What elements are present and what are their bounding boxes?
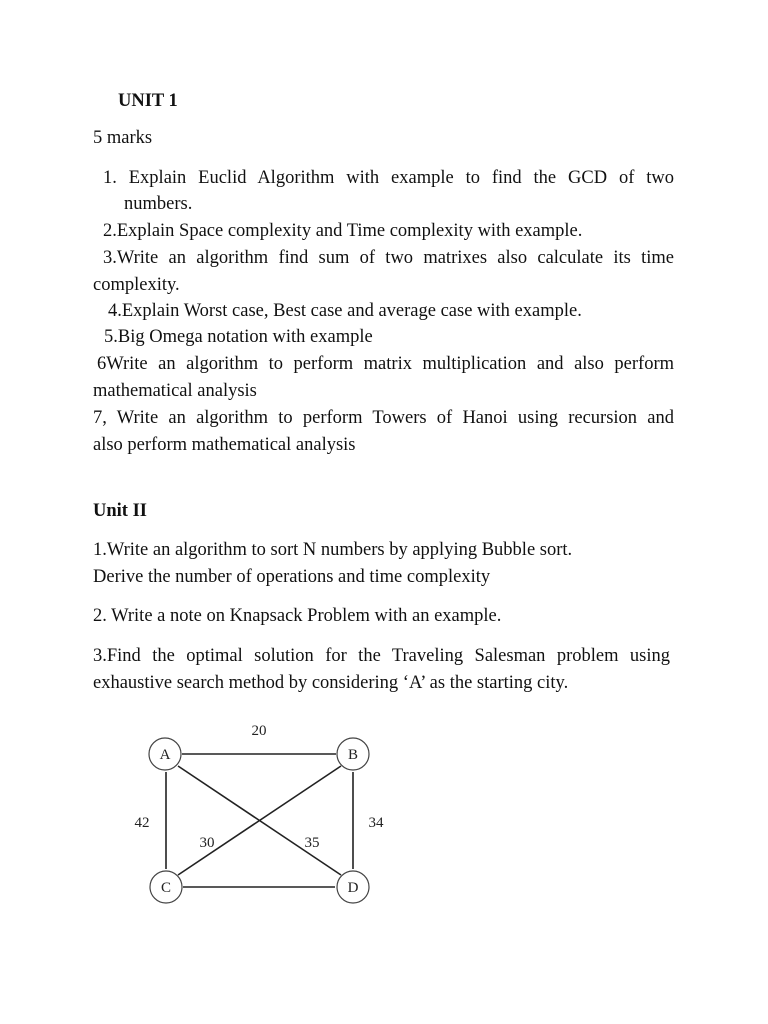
node-b-label: B bbox=[347, 747, 359, 763]
node-d-label: D bbox=[347, 880, 359, 896]
unit1-marks: 5 marks bbox=[93, 128, 153, 148]
unit1-q2: 2.Explain Space complexity and Time complexity with example. bbox=[103, 221, 583, 241]
unit1-q5: 5.Big Omega notation with example bbox=[104, 327, 373, 347]
unit2-q2: 2. Write a note on Knapsack Problem with an example. bbox=[93, 606, 502, 626]
unit1-q3-line1: 3.Write an algorithm find sum of two matrixes also calculate its time bbox=[103, 248, 674, 268]
weight-a-b: 20 bbox=[251, 723, 267, 739]
unit2-q3-line1: 3.Find the optimal solution for the Traveling Salesman problem using bbox=[93, 646, 670, 666]
unit1-q7-line1: 7, Write an algorithm to perform Towers of Hanoi using recursion and bbox=[93, 408, 674, 428]
node-a-label: A bbox=[159, 747, 171, 763]
unit2-heading: Unit II bbox=[93, 501, 147, 521]
tsp-graph bbox=[120, 712, 400, 912]
unit1-q4: 4.Explain Worst case, Best case and average case with example. bbox=[108, 301, 582, 321]
weight-a-c: 42 bbox=[134, 815, 150, 831]
unit1-q1-line2: numbers. bbox=[124, 194, 193, 214]
unit2-q1-line2: Derive the number of operations and time complexity bbox=[93, 567, 491, 587]
weight-a-d: 35 bbox=[304, 835, 320, 851]
unit2-q1-line1: 1.Write an algorithm to sort N numbers by applying Bubble sort. bbox=[93, 540, 573, 560]
unit1-q6-line2: mathematical analysis bbox=[93, 381, 257, 401]
unit1-q7-line2: also perform mathematical analysis bbox=[93, 435, 356, 455]
weight-b-d: 34 bbox=[368, 815, 384, 831]
weight-b-c: 30 bbox=[199, 835, 215, 851]
unit1-heading: UNIT 1 bbox=[118, 91, 178, 111]
unit1-q6-line1: 6Write an algorithm to perform matrix multiplication and also perform bbox=[97, 354, 674, 374]
unit2-q3-line2: exhaustive search method by considering ‘A’ as the starting city. bbox=[93, 673, 569, 693]
node-c-label: C bbox=[160, 880, 172, 896]
unit1-q3-line2: complexity. bbox=[93, 275, 180, 295]
unit1-q1-line1: 1. Explain Euclid Algorithm with example to find the GCD of two bbox=[103, 168, 674, 188]
